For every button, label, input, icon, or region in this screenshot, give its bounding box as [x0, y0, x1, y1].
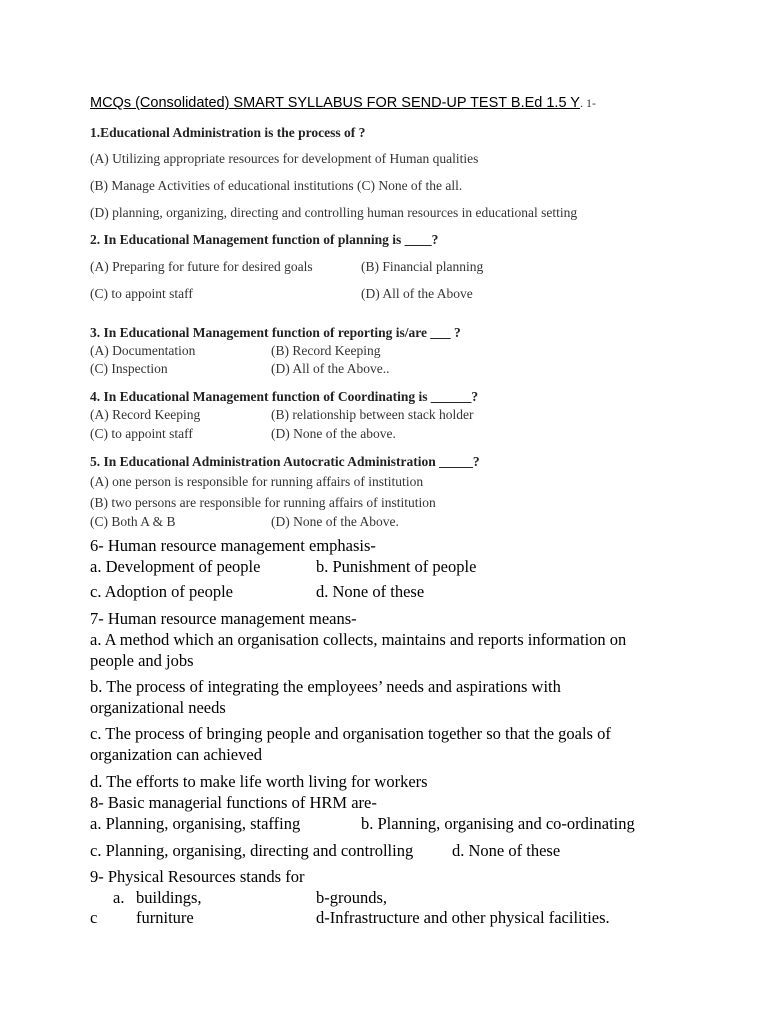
question-2-option-c: (C) to appoint staff — [90, 286, 193, 301]
question-2: 2. In Educational Management function of planning is ____? — [90, 232, 439, 247]
question-3: 3. In Educational Management function of reporting is/are ___ ? — [90, 325, 461, 340]
question-6-option-b: b. Punishment of people — [316, 557, 477, 576]
question-7-option-a-line-1: a. A method which an organisation collects, maintains and reports information on — [90, 630, 627, 649]
question-2-option-a: (A) Preparing for future for desired goals — [90, 259, 313, 274]
question-3-option-a: (A) Documentation — [90, 343, 196, 358]
question-6-option-a: a. Development of people — [90, 557, 261, 576]
question-5: 5. In Educational Administration Autocratic Administration _____? — [90, 454, 480, 469]
question-9-option-a: buildings, — [136, 888, 202, 907]
question-4: 4. In Educational Management function of Coordinating is ______? — [90, 389, 479, 404]
question-7: 7- Human resource management means- — [90, 609, 357, 628]
question-6-option-c: c. Adoption of people — [90, 582, 233, 601]
question-9-option-c: furniture — [136, 908, 194, 927]
question-3-option-b: (B) Record Keeping — [271, 343, 381, 358]
question-1: 1.Educational Administration is the process of ? — [90, 125, 366, 140]
question-4-option-d: (D) None of the above. — [271, 426, 396, 441]
question-5-option-c: (C) Both A & B — [90, 514, 176, 529]
question-9-option-d: d-Infrastructure and other physical facilities. — [316, 908, 610, 927]
question-4-option-a: (A) Record Keeping — [90, 407, 201, 422]
document-title — [90, 95, 596, 111]
question-7-option-b-line-1: b. The process of integrating the employees’ needs and aspirations with — [90, 677, 561, 696]
page-reference: . 1- — [579, 96, 596, 110]
question-1-option-d: (D) planning, organizing, directing and controlling human resources in educational setting — [90, 205, 578, 220]
question-6: 6- Human resource management emphasis- — [90, 536, 376, 555]
question-5-option-b: (B) two persons are responsible for running affairs of institution — [90, 495, 436, 510]
question-1-option-b-c: (B) Manage Activities of educational institutions (C) None of the all. — [90, 178, 463, 193]
question-9-option-a-letter: a. — [113, 888, 125, 907]
question-8-option-c: c. Planning, organising, directing and controlling — [90, 841, 414, 860]
question-3-option-c: (C) Inspection — [90, 361, 168, 376]
question-9-option-b: b-grounds, — [316, 888, 388, 907]
question-1-option-a: (A) Utilizing appropriate resources for development of Human qualities — [90, 151, 479, 166]
question-8: 8- Basic managerial functions of HRM are- — [90, 793, 377, 812]
document-title-text: MCQs (Consolidated) SMART SYLLABUS FOR SEND-UP TEST B.Ed 1.5 Y — [90, 95, 580, 111]
question-7-option-a-line-2: people and jobs — [90, 651, 194, 670]
question-9-option-c-letter: c — [90, 908, 98, 927]
question-7-option-d: d. The efforts to make life worth living for workers — [90, 772, 428, 791]
question-7-option-b-line-2: organizational needs — [90, 698, 226, 717]
question-4-option-b: (B) relationship between stack holder — [271, 407, 474, 422]
question-7-option-c-line-1: c. The process of bringing people and organisation together so that the goals of — [90, 724, 611, 743]
question-3-option-d: (D) All of the Above.. — [271, 361, 390, 376]
question-2-option-d: (D) All of the Above — [361, 286, 473, 301]
question-9: 9- Physical Resources stands for — [90, 867, 305, 886]
question-7-option-c-line-2: organization can achieved — [90, 745, 262, 764]
question-5-option-a: (A) one person is responsible for running affairs of institution — [90, 474, 424, 489]
question-8-option-a: a. Planning, organising, staffing — [90, 814, 301, 833]
question-8-option-b: b. Planning, organising and co-ordinating — [361, 814, 635, 833]
question-6-option-d: d. None of these — [316, 582, 425, 601]
question-2-option-b: (B) Financial planning — [361, 259, 484, 274]
question-5-option-d: (D) None of the Above. — [271, 514, 399, 529]
question-4-option-c: (C) to appoint staff — [90, 426, 193, 441]
question-8-option-d: d. None of these — [452, 841, 561, 860]
